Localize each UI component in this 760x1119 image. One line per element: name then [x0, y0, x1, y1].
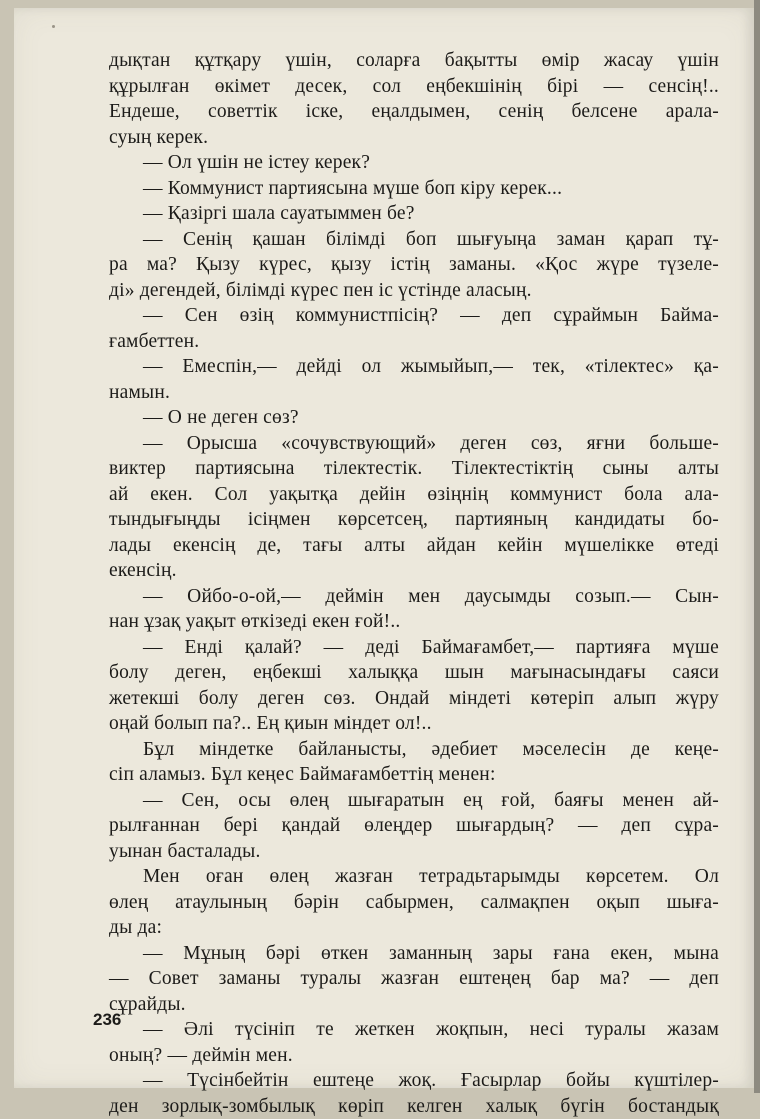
- text-line: — Ойбо-о-ой,— деймін мен даусымды созып.— Сын-: [109, 584, 719, 610]
- text-line: виктер партиясына тілектестік. Тілектестіктің сыны алты: [109, 456, 719, 482]
- page-edge-shadow: [754, 0, 760, 1093]
- text-line: ді» дегендей, білімді күрес пен іс үстінде аласың.: [109, 278, 719, 304]
- text-line: ды да:: [109, 915, 719, 941]
- text-line: — Совет заманы туралы жазған ештеңең бар ма? — деп: [109, 966, 719, 992]
- text-line: — Әлі түсініп те жеткен жоқпын, несі туралы жазам: [109, 1017, 719, 1043]
- text-line: — Сен өзің коммунистпісің? — деп сұраймын Байма-: [109, 303, 719, 329]
- text-line: ай екен. Сол уақытқа дейін өзіңнің коммунист бола ала-: [109, 482, 719, 508]
- body-text: [109, 48, 719, 1119]
- text-line: — Мұның бәрі өткен заманның зары ғана екен, мына: [109, 941, 719, 967]
- text-line: — Коммунист партиясына мүше боп кіру керек...: [109, 176, 719, 202]
- speck-mark: [52, 25, 55, 28]
- text-line: ра ма? Қызу күрес, қызу істің заманы. «Қос жүре түзеле-: [109, 252, 719, 278]
- text-line: екенсің.: [109, 558, 719, 584]
- text-line: тындығыңды ісіңмен көрсетсең, партияның кандидаты бо-: [109, 507, 719, 533]
- text-line: — О не деген сөз?: [109, 405, 719, 431]
- text-line: — Ол үшін не істеу керек?: [109, 150, 719, 176]
- text-line: оңай болып па?.. Ең қиын міндет ол!..: [109, 711, 719, 737]
- text-line: уынан басталады.: [109, 839, 719, 865]
- text-line: лады екенсің де, тағы алты айдан кейін мүшелікке өтеді: [109, 533, 719, 559]
- text-line: құрылған өкімет десек, сол еңбекшінің бірі — сенсің!..: [109, 74, 719, 100]
- text-line: болу деген, еңбекші халыққа шын мағынасындағы саяси: [109, 660, 719, 686]
- text-line: ден зорлық-зомбылық көріп келген халық бүгін бостандық: [109, 1094, 719, 1119]
- text-line: — Сенің қашан білімді боп шығуыңа заман қарап тұ-: [109, 227, 719, 253]
- page-number: 236: [93, 1010, 121, 1030]
- text-line: — Қазіргі шала сауатыммен бе?: [109, 201, 719, 227]
- text-line: Мен оған өлең жазған тетрадьтарымды көрсетем. Ол: [109, 864, 719, 890]
- text-line: нан ұзақ уақыт өткізеді екен ғой!..: [109, 609, 719, 635]
- text-line: Бұл міндетке байланысты, әдебиет мәселесін де кеңе-: [109, 737, 719, 763]
- text-line: жетекші болу деген сөз. Ондай міндеті көтеріп алып жүру: [109, 686, 719, 712]
- text-line: сұрайды.: [109, 992, 719, 1018]
- text-line: рылғаннан бері қандай өлеңдер шығардың? — деп сұра-: [109, 813, 719, 839]
- text-line: оның? — деймін мен.: [109, 1043, 719, 1069]
- text-line: — Емеспін,— дейді ол жымыйып,— тек, «тілектес» қа-: [109, 354, 719, 380]
- text-line: сіп аламыз. Бұл кеңес Баймағамбеттің менен:: [109, 762, 719, 788]
- text-line: дықтан құтқару үшін, соларға бақытты өмір жасау үшін: [109, 48, 719, 74]
- text-line: ғамбеттен.: [109, 329, 719, 355]
- text-line: — Енді қалай? — деді Баймағамбет,— партияға мүше: [109, 635, 719, 661]
- text-line: — Түсінбейтін ештеңе жоқ. Ғасырлар бойы күштілер-: [109, 1068, 719, 1094]
- text-line: Ендеше, советтік іске, еңалдымен, сенің белсене арала-: [109, 99, 719, 125]
- text-line: өлең атаулының бәрін сабырмен, салмақпен оқып шыға-: [109, 890, 719, 916]
- text-line: — Орысша «сочувствующий» деген сөз, яғни большe-: [109, 431, 719, 457]
- book-page: [14, 8, 754, 1088]
- text-line: — Сен, осы өлең шығаратын ең ғой, баяғы менен ай-: [109, 788, 719, 814]
- text-line: намын.: [109, 380, 719, 406]
- text-line: суың керек.: [109, 125, 719, 151]
